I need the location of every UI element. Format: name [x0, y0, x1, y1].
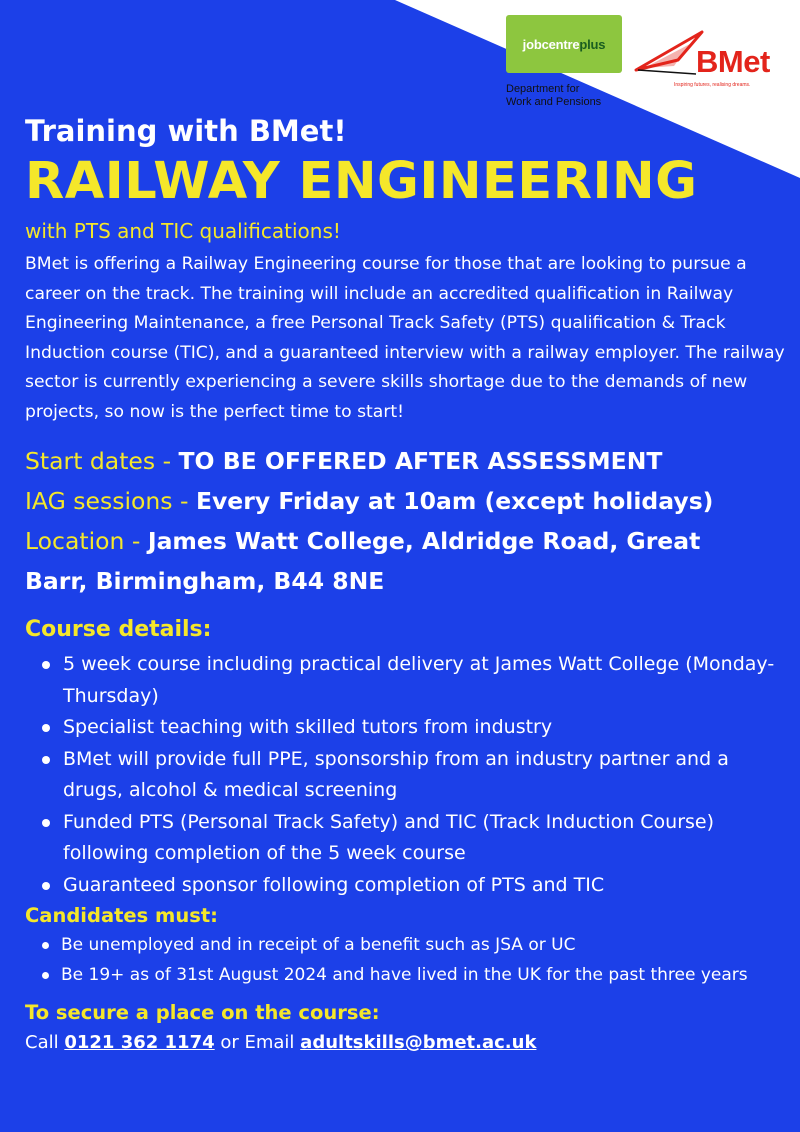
- jcp-plus: plus: [579, 36, 606, 52]
- bullet-icon: [42, 756, 50, 764]
- dwp-text: Department for Work and Pensions: [506, 83, 602, 108]
- location-label: Location -: [25, 527, 148, 555]
- secure-place-heading: To secure a place on the course:: [25, 1001, 380, 1024]
- location-value-continued: Barr, Birmingham, B44 8NE: [25, 567, 385, 595]
- list-item-text: 5 week course including practical delivery at James Watt College (Monday-Thursday): [63, 653, 775, 707]
- bmet-swoosh-icon: [634, 30, 704, 80]
- bullet-icon: [42, 942, 49, 949]
- bullet-icon: [42, 819, 50, 827]
- candidates-list: [25, 931, 785, 990]
- jobcentreplus-logo-block: [506, 15, 624, 109]
- course-details-list: [25, 649, 785, 901]
- list-item-text: Specialist teaching with skilled tutors from industry: [63, 716, 553, 738]
- phone-link[interactable]: 0121 362 1174: [64, 1032, 215, 1053]
- bmet-logo: [634, 30, 790, 94]
- list-item: [25, 807, 785, 870]
- flyer-tagline: with PTS and TIC qualifications!: [25, 219, 341, 243]
- bullet-icon: [42, 882, 50, 890]
- call-prefix: Call: [25, 1032, 65, 1053]
- location-line: [25, 521, 785, 561]
- flyer-content: [25, 112, 785, 1058]
- list-item-text: Funded PTS (Personal Track Safety) and TIC (Track Induction Course) following completion of the 5 week course: [63, 810, 715, 864]
- list-item-text: Be unemployed and in receipt of a benefit such as JSA or UC: [61, 935, 576, 955]
- start-dates-line: [25, 441, 785, 481]
- list-item-text: BMet will provide full PPE, sponsorship from an industry partner and a drugs, alcohol & medical screening: [63, 747, 729, 801]
- list-item: [25, 712, 785, 744]
- start-dates-value: TO BE OFFERED AFTER ASSESSMENT: [178, 447, 663, 475]
- list-item-text: Be 19+ as of 31st August 2024 and have lived in the UK for the past three years: [61, 964, 748, 985]
- list-item: [25, 649, 785, 712]
- location-value: James Watt College, Aldridge Road, Great: [147, 527, 701, 555]
- or-email-text: or Email: [214, 1032, 301, 1053]
- candidates-heading: Candidates must:: [25, 904, 218, 927]
- flyer-subtitle: Training with BMet!: [25, 114, 347, 148]
- bmet-wordmark: BMet: [696, 44, 770, 79]
- contact-line: [25, 1028, 785, 1058]
- iag-sessions-line: [25, 481, 785, 521]
- bullet-icon: [42, 661, 50, 669]
- list-item: [25, 961, 785, 991]
- list-item: [25, 931, 785, 961]
- key-info: [25, 441, 785, 601]
- list-item: [25, 744, 785, 807]
- list-item: [25, 870, 785, 902]
- intro-paragraph: BMet is offering a Railway Engineering course for those that are looking to pursue a career on the track. The training will include an accredited qualification in Railway Engineering Maintenance, a free Personal Track Safety (PTS) qualification & Track Induction course (TIC), and a guaranteed interview with a railway employer. The railway sector is currently experiencing a severe skills shortage due to the demands of new projects, so now is the perfect time to start!: [25, 254, 785, 422]
- bmet-tagline: Inspiring futures, realising dreams.: [674, 82, 751, 88]
- jcp-word: jobcentre: [522, 36, 580, 52]
- bullet-icon: [42, 972, 49, 979]
- list-item-text: Guaranteed sponsor following completion of PTS and TIC: [63, 873, 605, 896]
- course-details-heading: Course details:: [25, 617, 212, 642]
- flyer-title: RAILWAY ENGINEERING: [25, 152, 698, 211]
- bullet-icon: [42, 724, 50, 732]
- jobcentreplus-logo: [506, 15, 622, 73]
- email-link[interactable]: adultskills@bmet.ac.uk: [300, 1032, 537, 1053]
- start-dates-label: Start dates -: [25, 447, 179, 475]
- iag-sessions-label: IAG sessions -: [25, 487, 196, 515]
- iag-sessions-value: Every Friday at 10am (except holidays): [195, 487, 714, 515]
